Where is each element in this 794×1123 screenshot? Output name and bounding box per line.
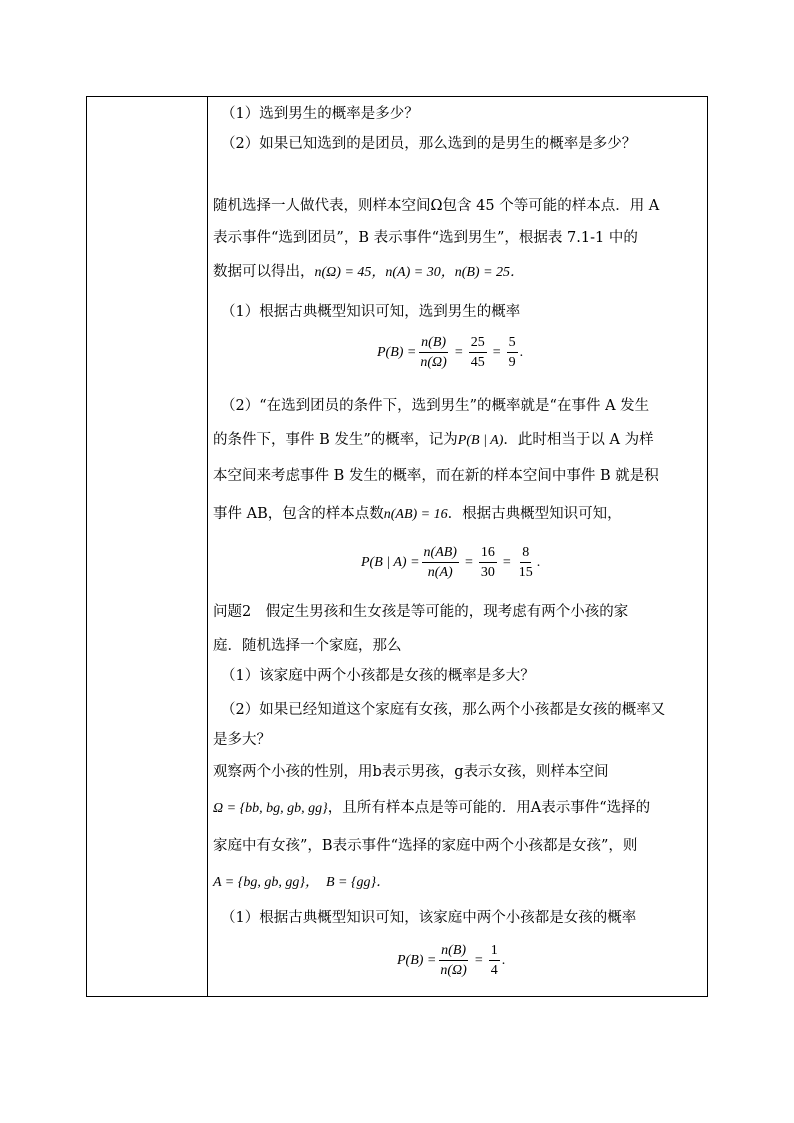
fraction: $\frac{n(B)}{n(\Omega)}$ <box>420 335 447 370</box>
text-line: 数据可以得出，n(Ω) = 45，n(A) = 30，n(B) = 25． <box>213 264 525 280</box>
fraction: $\frac{n(AB)}{n(A)}$ <box>423 545 457 580</box>
text-line: 家庭中有女孩”，B表示事件“选择的家庭中两个小孩都是女孩”，则 <box>213 838 638 854</box>
question-1: （1）选到男生的概率是多少？ <box>221 106 419 122</box>
math-inline: A = {bg, gb, gg}， B = {gg}． <box>213 875 391 890</box>
text-line: 本空间来考虑事件 B 发生的概率，而在新的样本空间中事件 B 就是积 <box>213 468 659 484</box>
equation-1: P(B) = $\frac{n(B)}{n(\Omega)}$ = $\frac{25}{45}$ = $\frac{5}{9}$ . <box>377 335 524 370</box>
text-line: （2）如果已经知道这个家庭有女孩，那么两个小孩都是女孩的概率又 <box>221 702 666 718</box>
text-line: 表示事件“选到团员”，B 表示事件“选到男生”，根据表 7.1-1 中的 <box>213 230 638 246</box>
fraction: $\frac{16}{30}$ <box>480 545 495 580</box>
text-line: Ω = {bb, bg, gb, gg}，且所有样本点是等可能的．用A表示事件“选择的 <box>213 800 651 816</box>
text-line: 是多大？ <box>213 732 271 748</box>
math-inline: P(B | A) <box>457 433 504 448</box>
math-inline: n(Ω) = 45，n(A) = 30，n(B) = 25． <box>314 265 525 280</box>
fraction: $\frac{25}{45}$ <box>470 335 485 370</box>
math-inline: Ω = {bb, bg, gb, gg} <box>213 801 328 816</box>
text-line: （1）根据古典概型知识可知，该家庭中两个小孩都是女孩的概率 <box>221 910 637 926</box>
equation-3: P(B) = $\frac{n(B)}{n(\Omega)}$ = $\frac{1}{4}$ . <box>397 943 506 978</box>
question-2: （2）如果已知选到的是团员，那么选到的是男生的概率是多少？ <box>221 136 637 152</box>
fraction: $\frac{5}{9}$ <box>508 335 516 370</box>
fraction: $\frac{8}{15}$ <box>518 545 533 580</box>
math-inline: n(AB) = 16 <box>383 507 448 522</box>
text-line <box>213 872 390 893</box>
problem-2-heading: 问题2 假定生男孩和生女孩是等可能的，现考虑有两个小孩的家 <box>213 604 629 620</box>
text-line: 观察两个小孩的性别，用b表示男孩，g表示女孩，则样本空间 <box>213 764 609 780</box>
text-line: （2）“在选到团员的条件下，选到男生”的概率就是“在事件 A 发生 <box>221 398 650 414</box>
text-line: 庭．随机选择一个家庭，那么 <box>213 638 402 654</box>
equation-2: P(B | A) = $\frac{n(AB)}{n(A)}$ = $\frac{16}{30}$ = $\frac{8}{15}$ . <box>361 545 541 580</box>
content-cell <box>213 96 701 997</box>
text-line: 的条件下，事件 B 发生”的概率，记为P(B | A)．此时相当于以 A 为样 <box>213 432 654 448</box>
text-line: （1）根据古典概型知识可知，选到男生的概率 <box>221 304 521 320</box>
text-line: 事件 AB，包含的样本点数n(AB) = 16．根据古典概型知识可知， <box>213 506 622 522</box>
column-divider <box>207 97 208 996</box>
text-line: （1）该家庭中两个小孩都是女孩的概率是多大？ <box>221 668 535 684</box>
fraction: $\frac{n(B)}{n(\Omega)}$ <box>440 943 467 978</box>
text-line: 随机选择一人做代表，则样本空间Ω包含 45 个等可能的样本点．用 A <box>213 198 660 214</box>
fraction: $\frac{1}{4}$ <box>490 943 498 978</box>
